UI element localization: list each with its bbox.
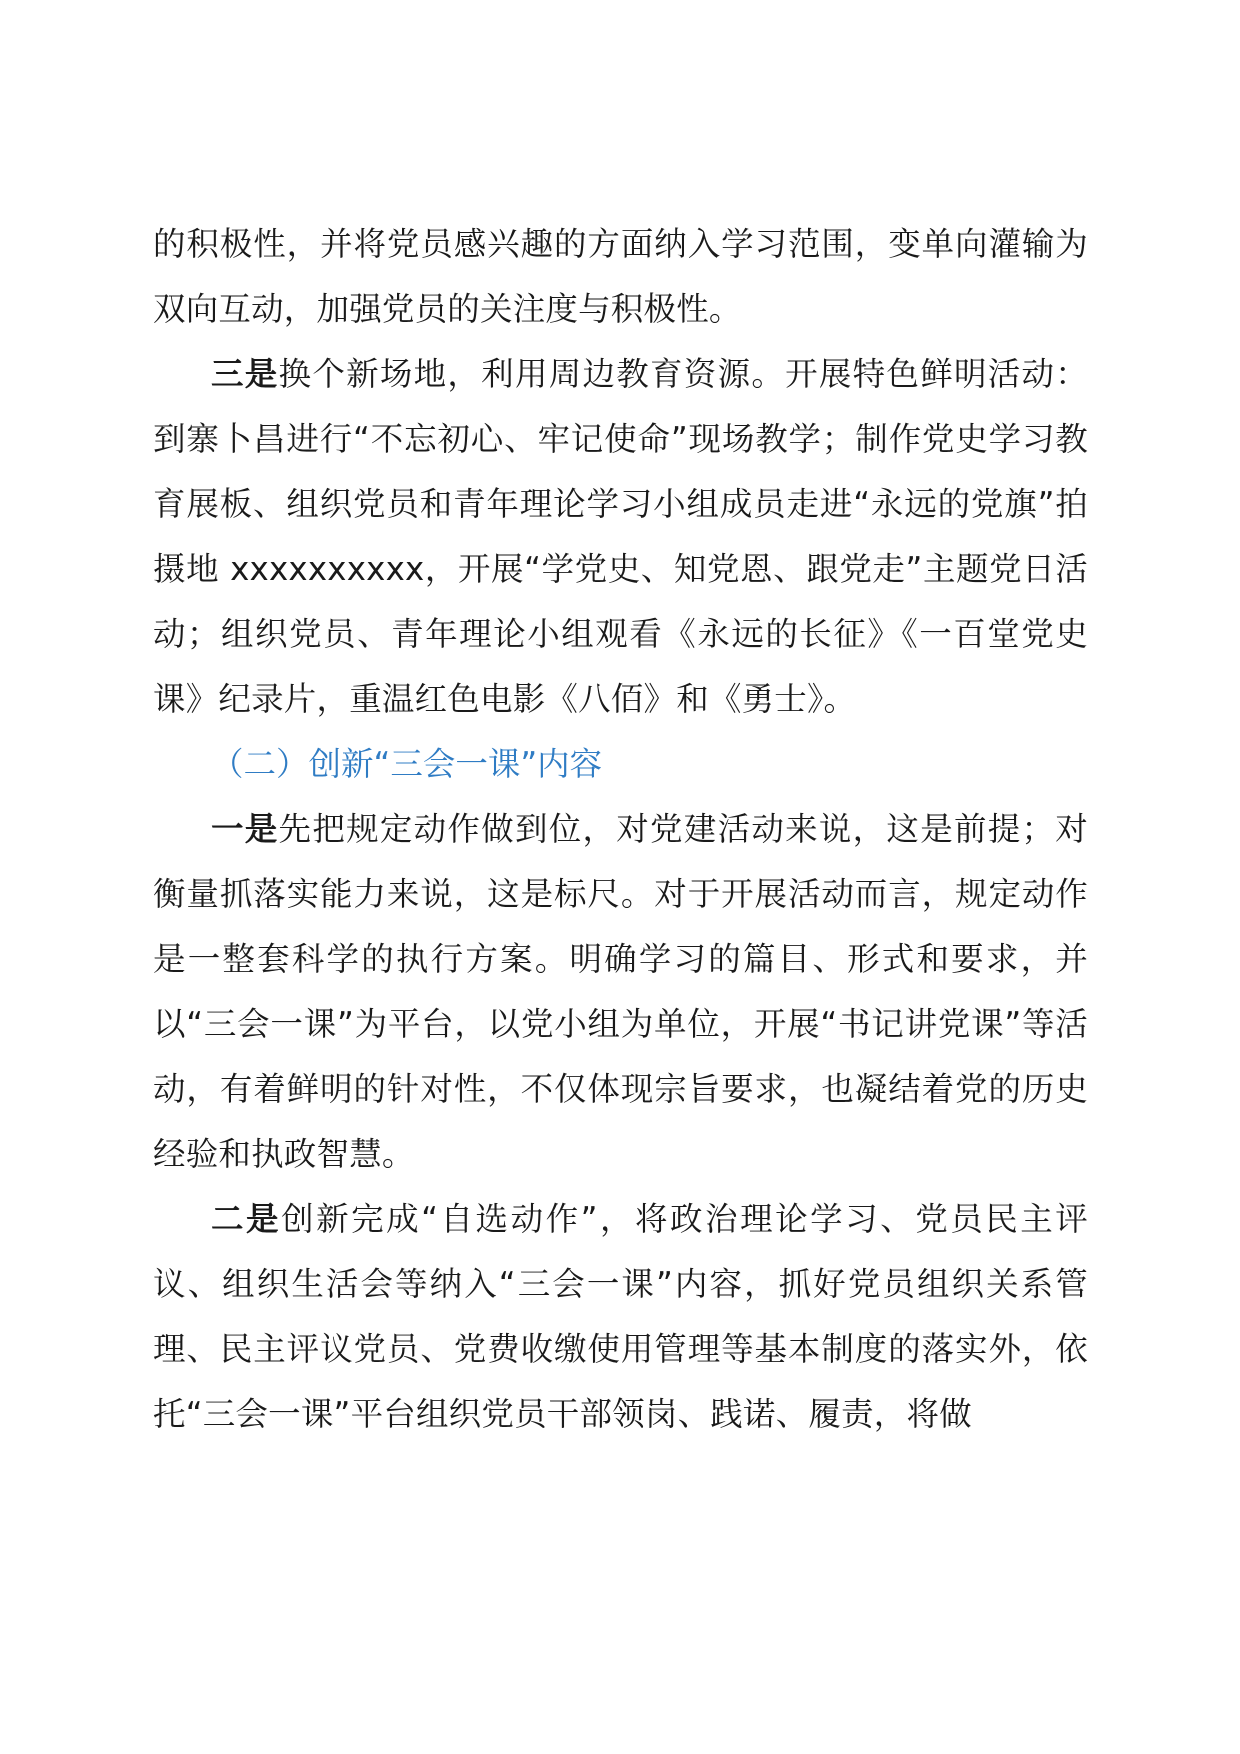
paragraph-lead: 一是 bbox=[211, 810, 279, 848]
document-page bbox=[153, 212, 1088, 1447]
paragraph-text: 的积极性，并将党员感兴趣的方面纳入学习范围，变单向灌输为双向互动，加强党员的关注度与积极性。 bbox=[153, 225, 1088, 328]
section-heading: （二）创新“三会一课”内容 bbox=[211, 745, 603, 783]
paragraph-lead: 三是 bbox=[211, 355, 279, 393]
paragraph-item-three bbox=[153, 342, 1088, 732]
paragraph-lead: 二是 bbox=[211, 1200, 282, 1238]
paragraph-text: 创新完成“自选动作”，将政治理论学习、党员民主评议、组织生活会等纳入“三会一课”内容，抓好党员组织关系管理、民主评议党员、党费收缴使用管理等基本制度的落实外，依托“三会一课”平台组织党员干部领岗、践诺、履责，将做 bbox=[153, 1200, 1088, 1433]
paragraph-item-one bbox=[153, 797, 1088, 1187]
paragraph-text: 先把规定动作做到位，对党建活动来说，这是前提；对衡量抓落实能力来说，这是标尺。对于开展活动而言，规定动作是一整套科学的执行方案。明确学习的篇目、形式和要求，并以“三会一课”为平台，以党小组为单位，开展“书记讲党课”等活动，有着鲜明的针对性，不仅体现宗旨要求，也凝结着党的历史经验和执政智慧。 bbox=[153, 810, 1088, 1173]
paragraph-continuation bbox=[153, 212, 1088, 342]
paragraph-text: 换个新场地，利用周边教育资源。开展特色鲜明活动：到寨卜昌进行“不忘初心、牢记使命”现场教学；制作党史学习教育展板、组织党员和青年理论学习小组成员走进“永远的党旗”拍摄地 xxxxxxxxxx，开展“学党史、知党恩、跟党走”主题党日活动；组织党员、青年理论小组观看《永远的长征》《一百堂党史课》纪录片，重温红色电影《八佰》和《勇士》。 bbox=[153, 355, 1088, 718]
paragraph-item-two bbox=[153, 1187, 1088, 1447]
